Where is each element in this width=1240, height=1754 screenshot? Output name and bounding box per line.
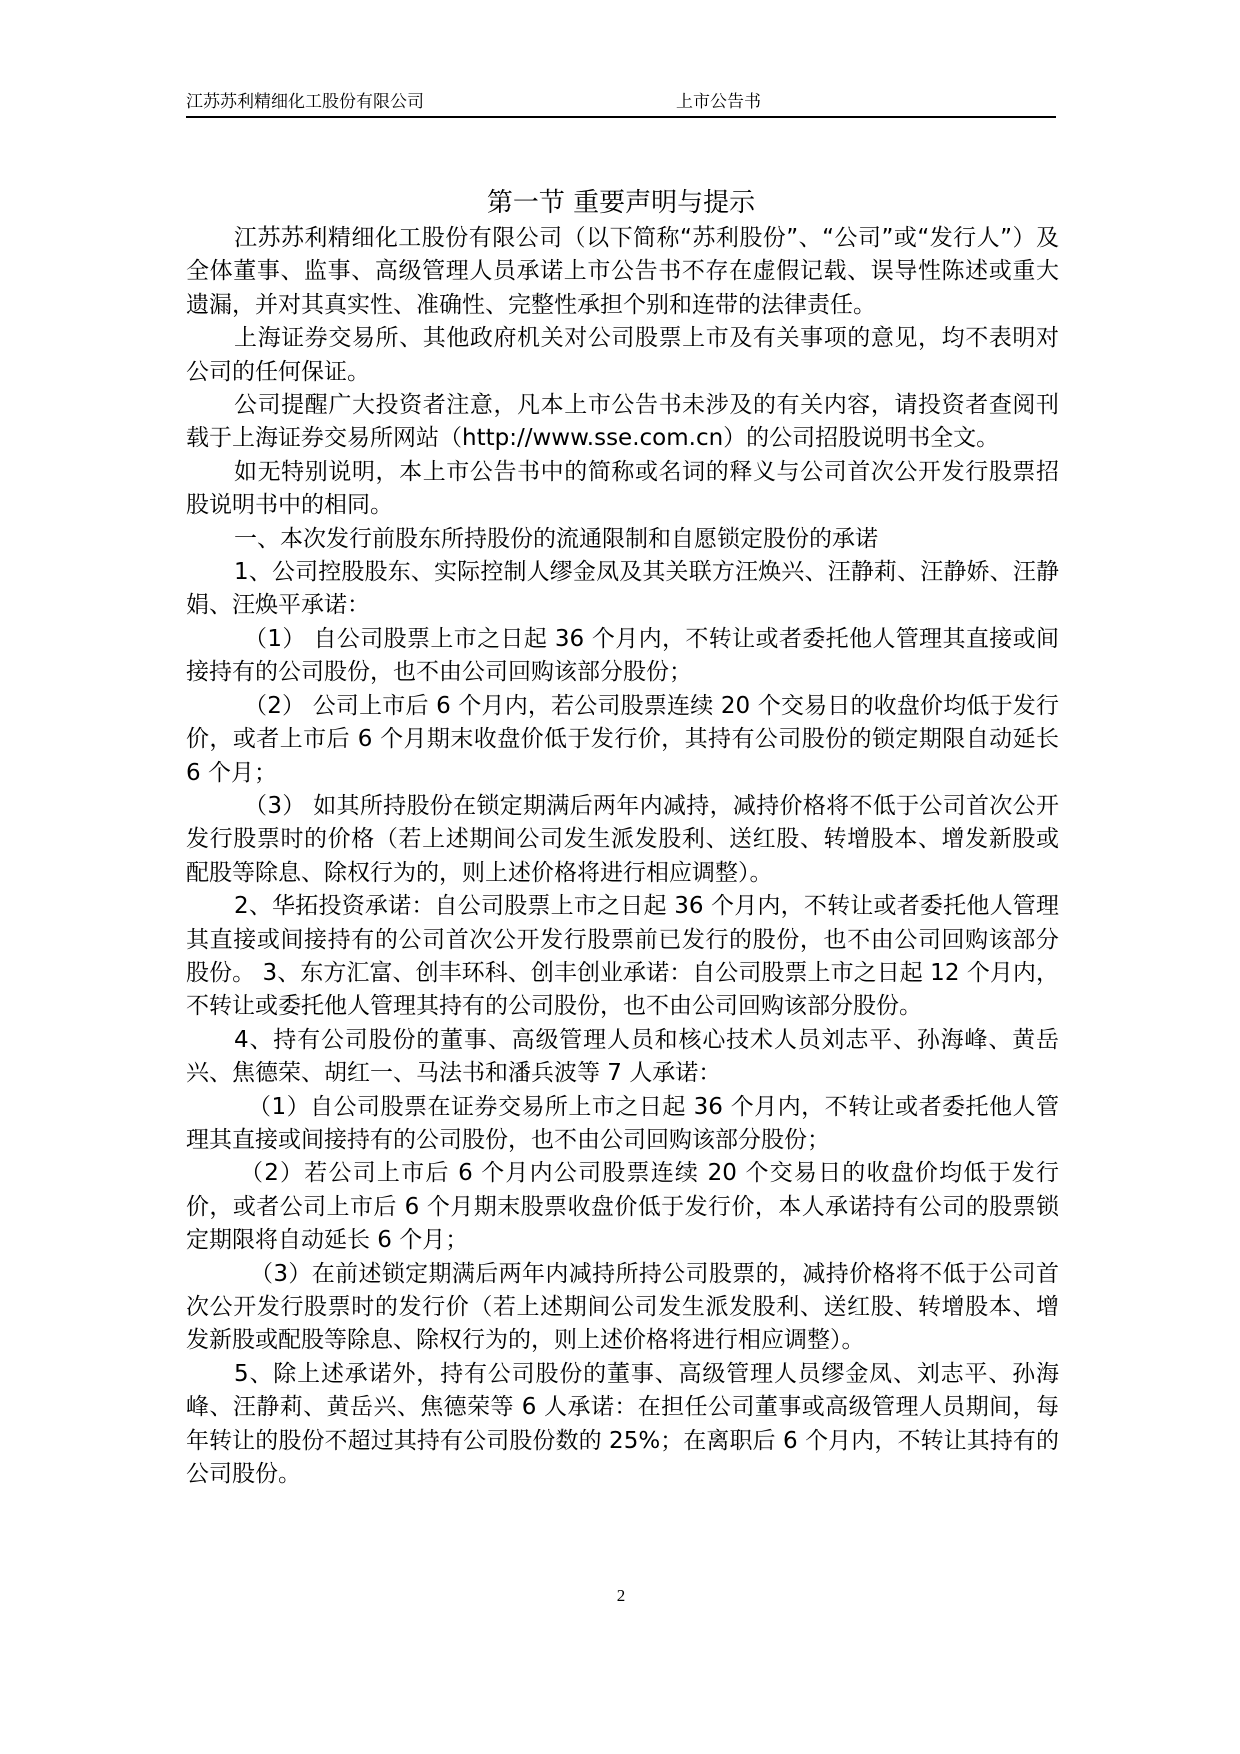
header-document-type: 上市公告书 [676,92,761,112]
paragraph-item-4: 4、持有公司股份的董事、高级管理人员和核心技术人员刘志平、孙海峰、黄岳兴、焦德荣、胡红一、马法书和潘兵波等 7 人承诺： [186,1026,1059,1087]
paragraph-investor-reminder: 公司提醒广大投资者注意，凡本上市公告书未涉及的有关内容，请投资者查阅刊载于上海证券交易所网站（http://www.sse.com.cn）的公司招股说明书全文。 [186,392,1059,452]
paragraph-item-1-2: （2） 公司上市后 6 个月内，若公司股票连续 20 个交易日的收盘价均低于发行价，或者上市后 6 个月期末收盘价低于发行价，其持有公司股份的锁定期限自动延长 6 个月； [186,692,1059,786]
paragraph-item-2-3: 2、华拓投资承诺：自公司股票上市之日起 36 个月内，不转让或者委托他人管理其直接或间接持有的公司首次公开发行股票前已发行的股份，也不由公司回购该部分股份。 3、东方汇富、创丰环科、创丰创业承诺：自公司股票上市之日起 12 个月内，不转让或委托他人管理其持有的公司股份，也不由公司回购该部分股份。 [186,893,1059,1020]
paragraph-item-4-2: （2）若公司上市后 6 个月内公司股票连续 20 个交易日的收盘价均低于发行价，或者公司上市后 6 个月期末股票收盘价低于发行价，本人承诺持有公司的股票锁定期限将自动延长 6 个月； [186,1160,1059,1254]
page-header [186,90,1056,118]
header-company-name: 江苏苏利精细化工股份有限公司 [186,92,424,112]
paragraph-item-4-1: （1）自公司股票在证券交易所上市之日起 36 个月内，不转让或者委托他人管理其直接或间接持有的公司股份，也不由公司回购该部分股份； [186,1093,1059,1153]
section-title: 第一节 重要声明与提示 [486,188,756,218]
document-body [186,222,1059,1491]
paragraph-item-1: 1、公司控股股东、实际控制人缪金凤及其关联方汪焕兴、汪静莉、汪静娇、汪静娟、汪焕平承诺： [186,559,1059,619]
paragraph-statement: 江苏苏利精细化工股份有限公司（以下简称“苏利股份”、“公司”或“发行人”）及全体董事、监事、高级管理人员承诺上市公告书不存在虚假记载、误导性陈述或重大遗漏，并对其真实性、准确性、完整性承担个别和连带的法律责任。 [186,225,1059,318]
paragraph-item-5: 5、除上述承诺外，持有公司股份的董事、高级管理人员缪金凤、刘志平、孙海峰、汪静莉、黄岳兴、焦德荣等 6 人承诺：在担任公司董事或高级管理人员期间，每年转让的股份不超过其持有公司股份数的 25%；在离职后 6 个月内，不转让其持有的公司股份。 [186,1360,1059,1488]
paragraph-item-1-1: （1） 自公司股票上市之日起 36 个月内，不转让或者委托他人管理其直接或间接持有的公司股份，也不由公司回购该部分股份； [186,625,1059,686]
paragraph-item-4-3: （3）在前述锁定期满后两年内减持所持公司股票的，减持价格将不低于公司首次公开发行股票时的发行价（若上述期间公司发生派发股利、送红股、转增股本、增发新股或配股等除息、除权行为的，则上述价格将进行相应调整）。 [186,1260,1059,1354]
paragraph-item-1-3: （3） 如其所持股份在锁定期满后两年内减持，减持价格将不低于公司首次公开发行股票时的价格（若上述期间公司发生派发股利、送红股、转增股本、增发新股或配股等除息、除权行为的，则上述价格将进行相应调整）。 [186,792,1059,886]
paragraph-exchange-opinion: 上海证券交易所、其他政府机关对公司股票上市及有关事项的意见，均不表明对公司的任何保证。 [186,325,1059,385]
subsection-heading: 一、本次发行前股东所持股份的流通限制和自愿锁定股份的承诺 [234,525,878,552]
paragraph-definitions: 如无特别说明，本上市公告书中的简称或名词的释义与公司首次公开发行股票招股说明书中的相同。 [186,458,1059,519]
page-number: 2 [616,1586,626,1605]
